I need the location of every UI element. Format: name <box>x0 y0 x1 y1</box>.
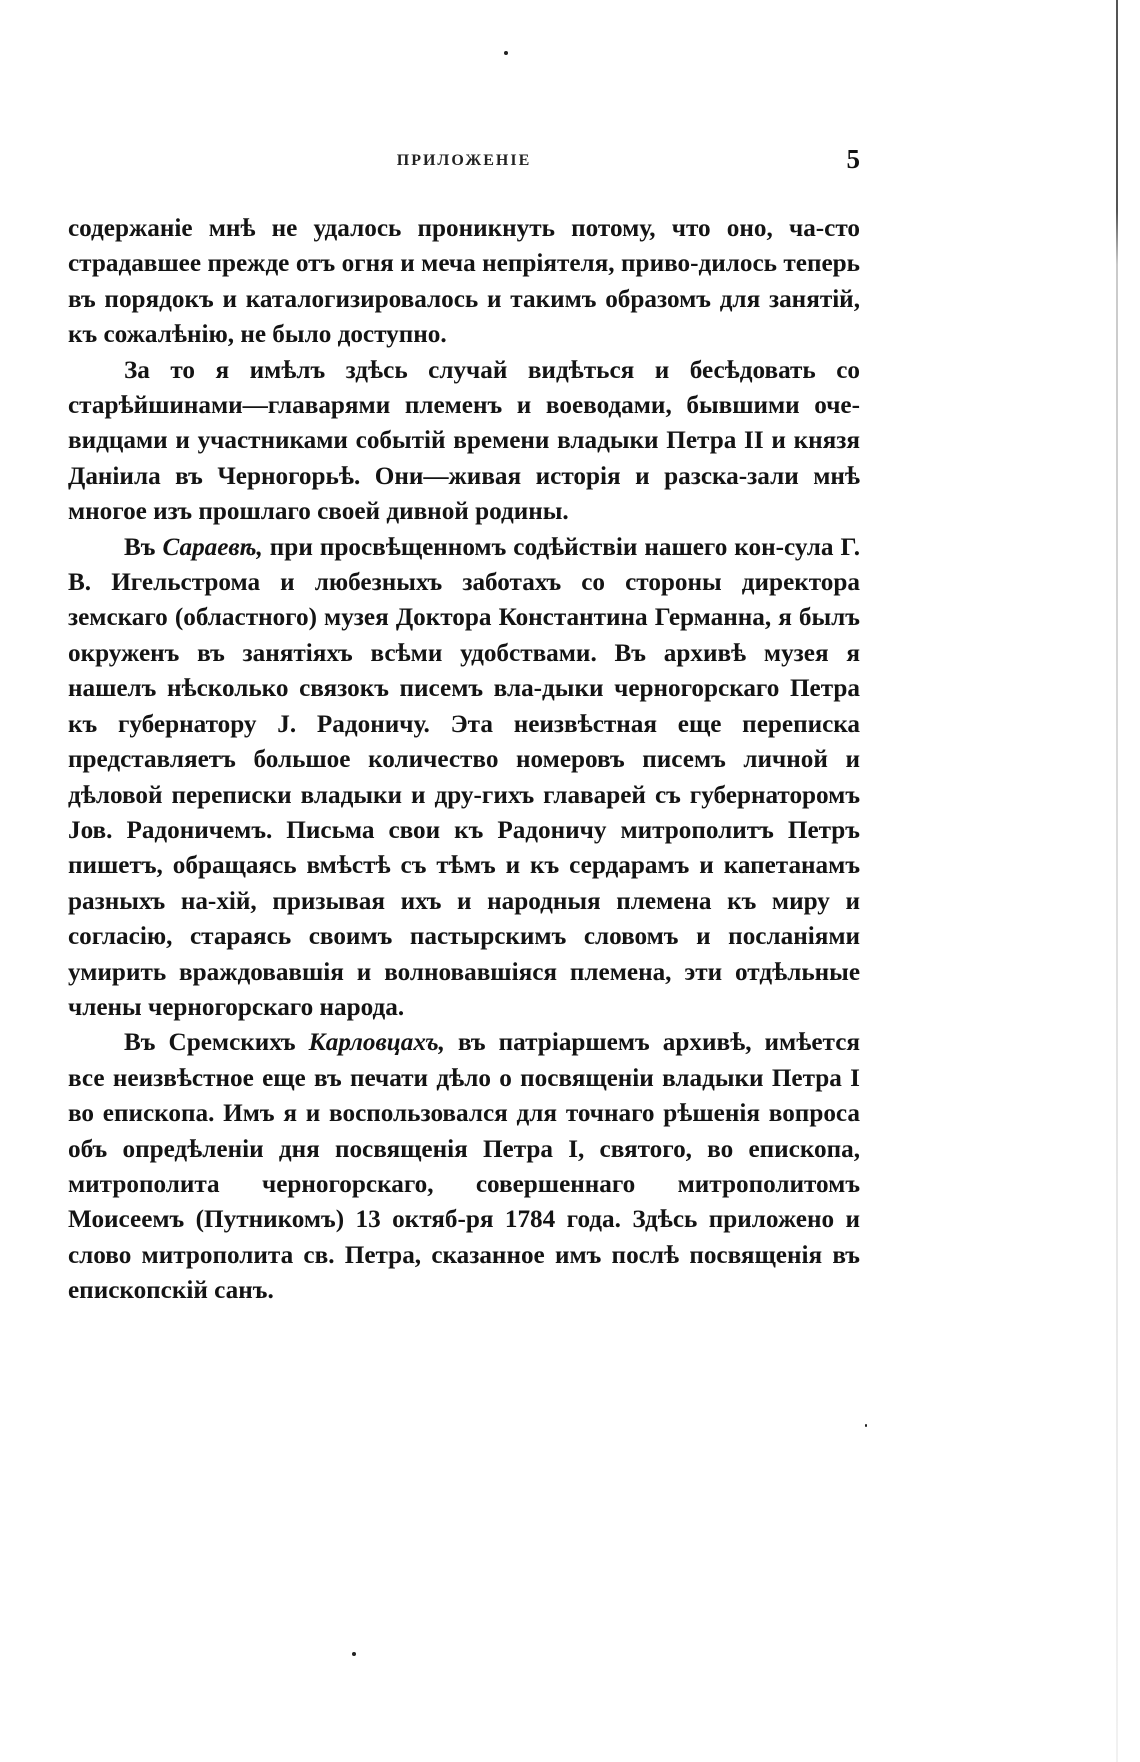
paragraph-karlovci-body: въ патріаршемъ архивѣ, имѣется все неизвѣстное еще въ печати дѣло о посвященіи владыки Петра I во епископа. Имъ я и воспользовался для точнаго рѣшенія вопроса объ опредѣленіи дня посвященія Петра I, святого, во епископа, митрополита черногорскаго, совершеннаго митрополитомъ Моисеемъ (Путникомъ) 13 октяб-ря 1784 года. Здѣсь приложено и слово митрополита св. Петра, сказанное имъ послѣ посвященія въ епископскій санъ. <box>68 1029 860 1305</box>
ink-speck <box>865 1424 867 1427</box>
paragraph-sarajevo-lead: Въ <box>124 533 163 561</box>
paragraph-sarajevo <box>68 530 860 1026</box>
place-name-sarajevo: Сараевѣ, <box>162 533 263 561</box>
paragraph-karlovci-lead: Въ Сремскихъ <box>124 1029 309 1057</box>
body-text <box>68 211 860 1309</box>
page-edge-shadow <box>1116 0 1118 1762</box>
ink-speck <box>504 51 508 55</box>
page-number: 5 <box>846 144 860 174</box>
running-title: ПРИЛОЖЕНІЕ <box>396 152 532 169</box>
place-name-karlovci: Карловцахъ, <box>308 1029 445 1057</box>
paragraph-elders: За то я имѣлъ здѣсь случай видѣться и бесѣдовать со старѣйшинами—главарями племенъ и воеводами, бывшими оче-видцами и участниками событій времени владыки Петра II и князя Данiила въ Черногорьѣ. Они—живая исторія и разска-зали мнѣ многое изъ прошлаго своей дивной родины. <box>68 356 860 526</box>
ink-speck <box>352 1652 356 1656</box>
paragraph-sarajevo-body: при просвѣщенномъ содѣйствіи нашего кон-сула Г. В. Игельстрома и любезныхъ заботахъ со стороны директора земскаго (областного) музея Доктора Константина Германна, я былъ окруженъ въ занятіяхъ всѣми удобствами. Въ архивѣ музея я нашелъ нѣсколько связокъ писемъ вла-дыки черногорскаго Петра къ губернатору J. Радоничу. Эта неизвѣстная еще переписка представляетъ большое количество номеровъ писемъ личной и дѣловой переписки владыки и дру-гихъ главарей съ губернаторомъ Jов. Радоничемъ. Письма свои къ Радоничу митрополитъ Петръ пишетъ, обращаясь вмѣстѣ съ тѣмъ и къ сердарамъ и капетанамъ разныхъ на-хій, призывая ихъ и народныя племена къ миру и согласію, стараясь своимъ пастырскимъ словомъ и посланіями умирить враждовавшія и волновавшіяся племена, эти отдѣльные члены черногорскаго народа. <box>68 533 861 1021</box>
running-head <box>68 144 860 178</box>
paragraph-karlovci <box>68 1025 860 1308</box>
paragraph-continuation: содержаніе мнѣ не удалось проникнуть потому, что оно, ча-сто страдавшее прежде отъ огня и меча непріятеля, приво-дилось теперь въ порядокъ и каталогизировалось и такимъ образомъ для занятій, къ сожалѣнію, не было доступно. <box>68 215 860 349</box>
